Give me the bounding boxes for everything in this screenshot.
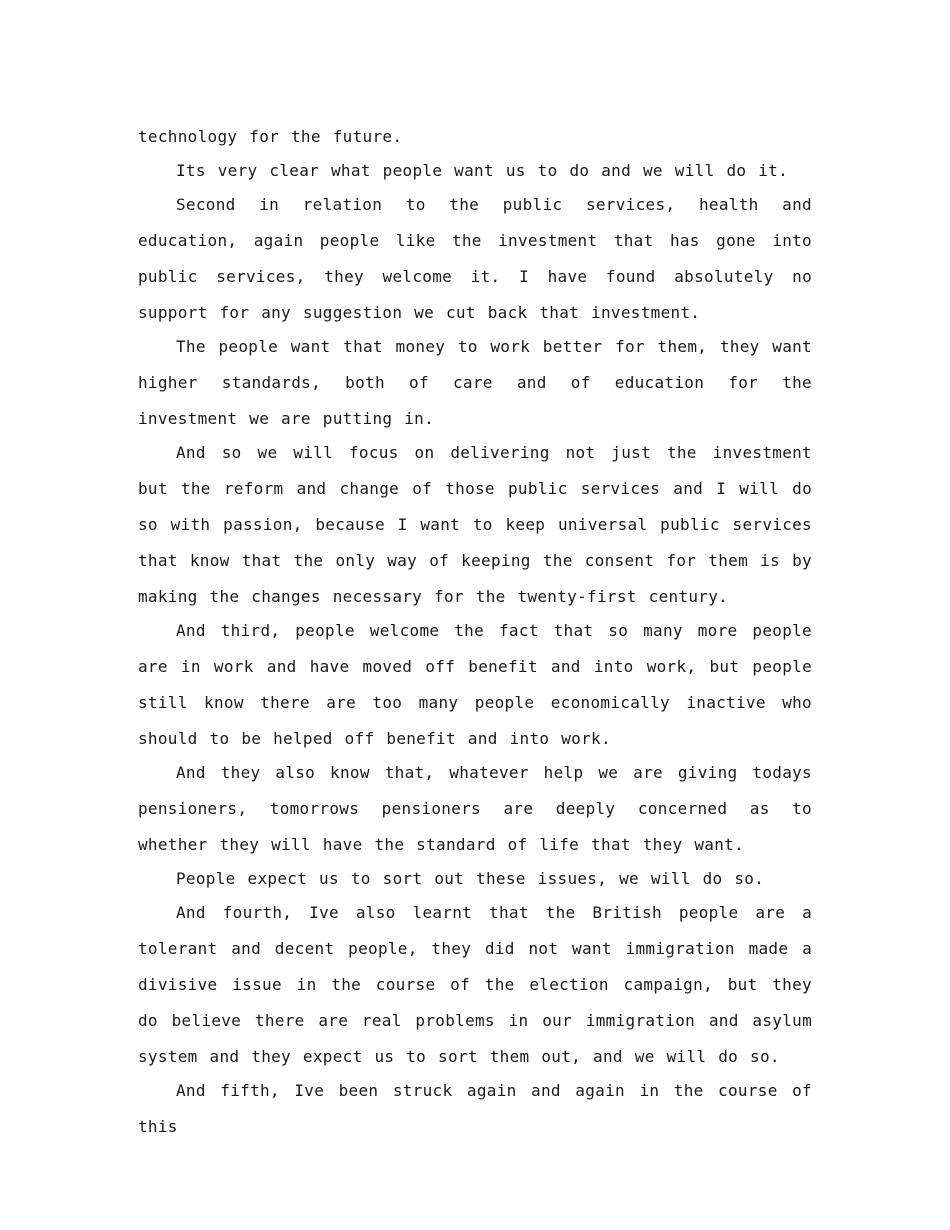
paragraph-clear-mandate: Its very clear what people want us to do and we will do it. [176,161,789,180]
document-page [138,119,812,1145]
paragraph-reform: And so we will focus on delivering not just the investment but the reform and change of those public services and I will do so with passion, because I want to keep universal public services that know that the only way of keeping the consent for them is by making the changes necessary for the twenty-first century. [138,443,812,606]
paragraph-higher-standards: The people want that money to work better for them, they want higher standards, both of care and of education for the investment we are putting in. [138,337,812,428]
paragraph-third-work: And third, people welcome the fact that so many more people are in work and have moved off benefit and into work, but people still know there are too many people economically inactive who should to be helped off benefit and into work. [138,621,812,748]
paragraph-continuation: technology for the future. [138,127,403,146]
paragraph-sort-issues: People expect us to sort out these issues, we will do so. [176,869,765,888]
paragraph-public-services: Second in relation to the public services, health and education, again people like the investment that has gone into public services, they welcome it. I have found absolutely no support for any suggestion we cut back that investment. [138,195,812,322]
paragraph-fifth: And fifth, Ive been struck again and again in the course of this [138,1081,812,1136]
paragraph-pensioners: And they also know that, whatever help we are giving todays pensioners, tomorrows pensioners are deeply concerned as to whether they will have the standard of life that they want. [138,763,812,854]
paragraph-fourth-immigration: And fourth, Ive also learnt that the British people are a tolerant and decent people, they did not want immigration made a divisive issue in the course of the election campaign, but they do believe there are real problems in our immigration and asylum system and they expect us to sort them out, and we will do so. [138,903,812,1066]
